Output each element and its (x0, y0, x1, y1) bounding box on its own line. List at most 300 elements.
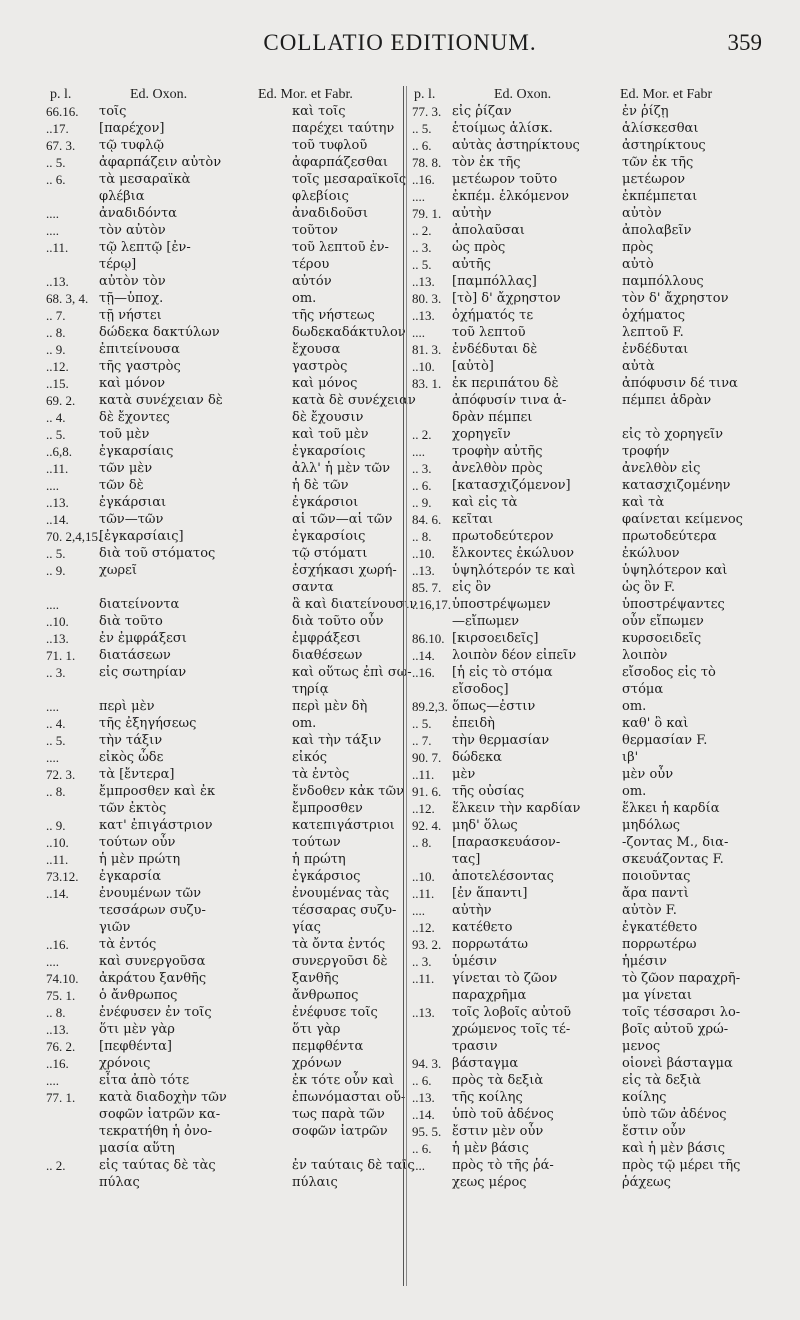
oxon-reading: ἐνέφυσεν ἐν τοῖς (99, 1005, 212, 1020)
ref: ..14. (46, 886, 69, 901)
collation-row (46, 1089, 406, 1106)
ref: .. 8. (46, 1005, 66, 1020)
collation-row (46, 358, 406, 375)
ref: .... (46, 699, 59, 714)
oxon-reading: τοῖς λοβοῖς αὐτοῦ (452, 1005, 572, 1020)
ref: 85. 7. (412, 580, 442, 595)
mor-fabr-reading: πρὸς τῷ μέρει τῆς (622, 1158, 741, 1173)
mor-fabr-reading: καὶ τοῖς (292, 104, 346, 119)
mor-fabr-reading: ῥάχεως (622, 1175, 671, 1190)
mor-fabr-reading: ἐγκάρσιος (292, 869, 361, 884)
mor-fabr-reading: ἐν ταύταις δὲ ταῖς (292, 1158, 415, 1173)
oxon-reading: τέρῳ] (99, 257, 137, 272)
mor-fabr-reading: δὲ ἔχουσιν (292, 410, 364, 425)
ref: 81. 3. (412, 342, 442, 357)
ref (412, 681, 452, 698)
mor-fabr-reading: τῷ στόματι (292, 546, 368, 561)
ref: ..13. (46, 495, 69, 510)
mor-fabr-reading: ξανθῆς (292, 971, 339, 986)
oxon-reading: πύλας (99, 1175, 140, 1190)
collation-row (46, 1004, 406, 1021)
oxon-reading: [παμπόλλας] (452, 274, 537, 289)
mor-fabr-reading: τοῦ λεπτοῦ ἐν- (292, 240, 389, 255)
ref: 84. 6. (412, 512, 442, 527)
mor-fabr-reading: κατὰ δὲ συνέχειαν (292, 393, 416, 408)
ref: ..10. (46, 835, 69, 850)
collation-row (46, 1123, 406, 1140)
ref: 75. 1. (46, 988, 76, 1003)
oxon-reading: [κατασχιζόμενον] (452, 478, 571, 493)
mor-fabr-reading: πορρωτέρω (622, 937, 697, 952)
mor-fabr-reading: ιβ' (622, 750, 639, 765)
mor-fabr-reading: βοῖς αὐτοῦ χρώ- (622, 1022, 729, 1037)
collation-row (412, 647, 782, 664)
mor-fabr-reading: ἐμφράξεσι (292, 631, 361, 646)
mor-fabr-reading: περὶ μὲν δὴ (292, 699, 368, 714)
collation-row (46, 919, 406, 936)
mor-fabr-reading: τως παρὰ τῶν (292, 1107, 385, 1122)
ref: .. 2. (46, 1158, 66, 1173)
oxon-reading (99, 681, 292, 698)
collation-row (412, 885, 782, 902)
mor-fabr-reading: καὶ τὴν τάξιν (292, 733, 382, 748)
ref: .. 3. (412, 954, 432, 969)
ref: ..14. (46, 512, 69, 527)
ref: ..13. (412, 563, 435, 578)
ref (412, 851, 452, 868)
collation-row (412, 715, 782, 732)
oxon-reading: τῇ νήστει (99, 308, 162, 323)
mor-fabr-reading: -ζοντας M., δια- (622, 835, 729, 850)
column-divider (403, 86, 404, 1286)
collation-row (412, 290, 782, 307)
mor-fabr-reading: ἀπολαβεῖν (622, 223, 692, 238)
mor-fabr-reading: διαθέσεων (292, 648, 363, 663)
ref (412, 1174, 452, 1191)
ref: ..10. (412, 359, 435, 374)
collation-row (412, 154, 782, 171)
ref: ..6,8. (46, 444, 72, 459)
ref: ..11. (46, 461, 69, 476)
ref: 78. 8. (412, 155, 442, 170)
mor-fabr-reading: ἐγκάρσιοι (292, 495, 359, 510)
oxon-reading: τας] (452, 852, 481, 867)
mor-fabr-reading: ἔχουσα (292, 342, 341, 357)
collation-row (412, 256, 782, 273)
collation-row (46, 579, 406, 596)
page-number: 359 (727, 30, 762, 55)
mor-fabr-reading: εἰς τὰ δεξιὰ (622, 1073, 701, 1088)
ref: .. 8. (46, 325, 66, 340)
ref (46, 1174, 99, 1191)
mor-fabr-reading (622, 409, 800, 426)
oxon-reading: τῶν δὲ (99, 478, 144, 493)
oxon-reading: χρόνοις (99, 1056, 151, 1071)
collation-row (412, 137, 782, 154)
ref: ..14. (412, 648, 435, 663)
collation-row (412, 1021, 782, 1038)
oxon-reading: ἀπόφυσίν τινα ἁ- (452, 393, 567, 408)
collation-row (46, 409, 406, 426)
mor-fabr-reading: θερμασίαν F. (622, 733, 708, 748)
oxon-reading: ὅπως—ἐστιν (452, 699, 536, 714)
oxon-reading: τὴν τάξιν (99, 733, 163, 748)
ref: 91. 6. (412, 784, 442, 799)
oxon-reading: ἕλκειν τὴν καρδίαν (452, 801, 581, 816)
mor-fabr-reading: ἐνδέδυται (622, 342, 689, 357)
oxon-reading: ἡ μὲν βάσις (452, 1141, 529, 1156)
collation-row (46, 171, 406, 188)
ref: 90. 7. (412, 750, 442, 765)
mor-fabr-reading: ἐγκαρσίοις (292, 444, 366, 459)
ref: ..11. (412, 886, 435, 901)
collation-row (412, 324, 782, 341)
left-header-page-line: p. l. (50, 87, 72, 102)
collation-row (46, 477, 406, 494)
collation-row (46, 375, 406, 392)
collation-row (412, 1140, 782, 1157)
ref (412, 392, 452, 409)
mor-fabr-reading: ἀναδιδοῦσι (292, 206, 368, 221)
mor-fabr-reading: τοῦ τυφλοῦ (292, 138, 368, 153)
collation-row (412, 528, 782, 545)
collation-row (46, 630, 406, 647)
ref (46, 919, 99, 936)
oxon-reading: ὁ ἄνθρωπος (99, 988, 178, 1003)
ref (46, 902, 99, 919)
ref: .... (412, 325, 425, 340)
collation-row (412, 273, 782, 290)
ref: 67. 3. (46, 138, 76, 153)
mor-fabr-reading: παμπόλλους (622, 274, 704, 289)
ref: 74.10. (46, 971, 79, 986)
mor-fabr-reading: ὑψηλότερον καὶ (622, 563, 728, 578)
collation-row (46, 953, 406, 970)
ref: .... (46, 750, 59, 765)
left-header-mor-fabr: Ed. Mor. et Fabr. (258, 87, 353, 102)
ref: ..13. (412, 274, 435, 289)
collation-row (46, 562, 406, 579)
oxon-reading: δώδεκα δακτύλων (99, 325, 220, 340)
oxon-reading: πρὸς τὸ τῆς ῥά- (452, 1158, 554, 1173)
ref: .... (412, 903, 425, 918)
oxon-reading: ἐνουμένων τῶν (99, 886, 202, 901)
oxon-reading: [τὸ] δ' ἄχρηστον (452, 291, 561, 306)
mor-fabr-reading: ὀχήματος (622, 308, 686, 323)
collation-row (412, 443, 782, 460)
oxon-reading: ἀποτελέσοντας (452, 869, 554, 884)
oxon-reading: ἐγκάρσιαι (99, 495, 167, 510)
mor-fabr-reading: ἔμπροσθεν (292, 801, 363, 816)
ref: .. 4. (46, 410, 66, 425)
oxon-reading: διὰ τοῦτο (99, 614, 163, 629)
right-rows (412, 103, 782, 1191)
mor-fabr-reading: ἄνθρωπος (292, 988, 359, 1003)
oxon-reading: [παρασκευάσον- (452, 835, 561, 850)
ref: 69. 2. (46, 393, 76, 408)
oxon-reading: αὐτὰς ἀστηρίκτους (452, 138, 580, 153)
collation-row (46, 256, 406, 273)
oxon-reading: [αὐτὸ] (452, 359, 494, 374)
ref: ..10. (46, 614, 69, 629)
oxon-reading: εἰς σωτηρίαν (99, 665, 187, 680)
mor-fabr-reading: πέμπει ἁδρὰν (622, 393, 712, 408)
ref (46, 800, 99, 817)
mor-fabr-reading: τηρίᾳ (292, 682, 329, 697)
collation-row (412, 205, 782, 222)
mor-fabr-reading: ἐκπέμπεται (622, 189, 698, 204)
mor-fabr-reading: γαστρὸς (292, 359, 348, 374)
oxon-reading: τεσσάρων συζυ- (99, 903, 206, 918)
ref: 89.2,3. (412, 699, 448, 714)
ref: 77. 3. (412, 104, 442, 119)
oxon-reading: μετέωρον τοῦτο (452, 172, 558, 187)
mor-fabr-reading: φλεβίοις (292, 189, 349, 204)
mor-fabr-reading: ἐνουμένας τὰς (292, 886, 390, 901)
oxon-reading: ὑψηλότερόν τε καὶ (452, 563, 576, 578)
ref: ..13. (412, 308, 435, 323)
mor-fabr-reading: ποιοῦντας (622, 869, 691, 884)
collation-row (412, 1004, 782, 1021)
collation-row (46, 137, 406, 154)
ref (412, 1021, 452, 1038)
collation-row (412, 970, 782, 987)
collation-row (46, 800, 406, 817)
mor-fabr-reading: μενος (622, 1039, 661, 1054)
collation-row (412, 766, 782, 783)
mor-fabr-reading: ὑποστρέψαντες (622, 597, 725, 612)
collation-row (46, 783, 406, 800)
ref: 80. 3. (412, 291, 442, 306)
oxon-reading: ἀφαρπάζειν αὐτὸν (99, 155, 222, 170)
oxon-reading: διατείνοντα (99, 597, 180, 612)
mor-fabr-reading: τῆς νήστεως (292, 308, 375, 323)
collation-row (412, 222, 782, 239)
oxon-reading: ἐπιτείνουσα (99, 342, 180, 357)
collation-row (46, 834, 406, 851)
oxon-reading: τοῖς (99, 104, 127, 119)
ref (46, 579, 99, 596)
collation-row (412, 987, 782, 1004)
oxon-reading: κατέθετο (452, 920, 513, 935)
oxon-reading: ὑποστρέψωμεν (452, 597, 551, 612)
mor-fabr-reading: χρόνων (292, 1056, 342, 1071)
mor-fabr-reading: ἐν ῥίζῃ (622, 104, 669, 119)
mor-fabr-reading: om. (292, 291, 317, 306)
mor-fabr-reading: μηδόλως (622, 818, 681, 833)
collation-row (46, 732, 406, 749)
collation-row (412, 477, 782, 494)
oxon-reading: δὲ ἔχοντες (99, 410, 170, 425)
oxon-reading: αὐτῆς (452, 257, 491, 272)
oxon-reading: ὡς πρὸς (452, 240, 506, 255)
ref: .. 2. (412, 427, 432, 442)
oxon-reading: ἔλκοντες ἐκώλυον (452, 546, 574, 561)
collation-row (46, 154, 406, 171)
collation-row (46, 443, 406, 460)
collation-row (412, 936, 782, 953)
ref: ..15. (46, 376, 69, 391)
mor-fabr-reading: κυρσοειδεῖς (622, 631, 702, 646)
collation-row (412, 511, 782, 528)
mor-fabr-reading: τέρου (292, 257, 330, 272)
oxon-reading: φλέβια (99, 189, 145, 204)
ref (46, 256, 99, 273)
ref: .... (46, 478, 59, 493)
collation-row (412, 783, 782, 800)
oxon-reading: τὰ μεσαραϊκὰ (99, 172, 191, 187)
mor-fabr-reading: κοίλης (622, 1090, 667, 1105)
mor-fabr-reading: κατεπιγάστριοι (292, 818, 395, 833)
ref: ..13. (46, 274, 69, 289)
mor-fabr-reading: παρέχει ταύτην (292, 121, 395, 136)
collation-row (412, 851, 782, 868)
mor-fabr-reading: ἀστηρίκτους (622, 138, 706, 153)
ref: .. 6. (412, 478, 432, 493)
collation-row (412, 1157, 782, 1174)
ref: .... (412, 444, 425, 459)
oxon-reading: εἰς ὃν (452, 580, 491, 595)
mor-fabr-reading: ἐσχήκασι χωρή- (292, 563, 397, 578)
left-rows (46, 103, 418, 1191)
ref: 73.12. (46, 869, 79, 884)
ref: .. 3. (412, 240, 432, 255)
mor-fabr-reading: ἔστιν οὖν (622, 1124, 686, 1139)
ref: .. 4. (46, 716, 66, 731)
oxon-reading: χωρεῖ (99, 563, 137, 578)
collation-row (46, 494, 406, 511)
oxon-reading: δρὰν πέμπει (452, 410, 533, 425)
ref: 86.10. (412, 631, 445, 646)
mor-fabr-reading: οὖν εἴπωμεν (622, 614, 704, 629)
mor-fabr-reading: πρωτοδεύτερα (622, 529, 717, 544)
oxon-reading: εἶτα ἀπὸ τότε (99, 1073, 190, 1088)
mor-fabr-reading: μα γίνεται (622, 988, 692, 1003)
collation-row (46, 749, 406, 766)
mor-fabr-reading: τὰ ὄντα ἐντός (292, 937, 386, 952)
oxon-reading: δώδεκα (452, 750, 502, 765)
ref: ..11. (412, 971, 435, 986)
mor-fabr-reading: φαίνεται κείμενος (622, 512, 743, 527)
collation-row (46, 222, 406, 239)
mor-fabr-reading: τῶν ἐκ τῆς (622, 155, 694, 170)
ref: .... (46, 597, 59, 612)
mor-fabr-reading: τοῖς μεσαραϊκοῖς (292, 172, 407, 187)
collation-row (46, 1157, 415, 1174)
oxon-reading: τρασιν (452, 1039, 498, 1054)
oxon-reading: τῷ τυφλῷ (99, 138, 164, 153)
mor-fabr-reading: σαντα (292, 580, 334, 595)
right-header-page-line: p. l. (414, 87, 436, 102)
collation-row (412, 426, 782, 443)
ref: 68. 3, 4. (46, 291, 89, 306)
mor-fabr-reading: ἀνελθὸν εἰς (622, 461, 701, 476)
oxon-reading: τῶν—τῶν (99, 512, 164, 527)
mor-fabr-reading: ἡ πρώτη (292, 852, 346, 867)
mor-fabr-reading: στόμα (622, 682, 664, 697)
collation-row (412, 545, 782, 562)
collation-row (412, 375, 782, 392)
ref: 95. 5. (412, 1124, 442, 1139)
collation-row (412, 1123, 782, 1140)
collation-row (46, 664, 412, 681)
oxon-reading: τὰ [ἔντερα] (99, 767, 175, 782)
ref: ..11. (412, 767, 435, 782)
oxon-reading: διὰ τοῦ στόματος (99, 546, 216, 561)
ref: .. 7. (412, 733, 432, 748)
collation-row (412, 800, 782, 817)
oxon-reading: τροφὴν αὐτῆς (452, 444, 543, 459)
mor-fabr-reading: om. (292, 716, 317, 731)
ref: .. 9. (46, 342, 66, 357)
collation-row (412, 409, 782, 426)
oxon-reading: τῇ—ὑποχ. (99, 291, 164, 306)
oxon-reading: τῶν ἐκτὸς (99, 801, 167, 816)
oxon-reading: ἐγκαρσίαις (99, 444, 174, 459)
mor-fabr-reading: μὲν οὖν (622, 767, 674, 782)
ref: .... (412, 189, 425, 204)
collation-row (412, 681, 782, 698)
mor-fabr-reading: ὅτι γὰρ (292, 1022, 341, 1037)
collation-row (46, 103, 406, 120)
mor-fabr-reading: λοιπὸν (622, 648, 668, 663)
mor-fabr-reading: εἰκός (292, 750, 328, 765)
ref: ..16. (412, 172, 435, 187)
oxon-reading: καὶ συνεργοῦσα (99, 954, 206, 969)
oxon-reading: ἀναδιδόντα (99, 206, 177, 221)
oxon-reading: σοφῶν ἰατρῶν κα- (99, 1107, 221, 1122)
mor-fabr-reading: om. (622, 699, 647, 714)
oxon-reading: μασία αὕτη (99, 1141, 175, 1156)
collation-row (46, 817, 406, 834)
collation-row (412, 341, 782, 358)
oxon-reading: τῶν μὲν (99, 461, 153, 476)
running-title: COLLATIO EDITIONUM. (263, 30, 537, 55)
oxon-reading: [ἡ εἰς τὸ στόμα (452, 665, 553, 680)
oxon-reading: τοῦ λεπτοῦ (452, 325, 526, 340)
mor-fabr-reading: πεμφθέντα (292, 1039, 364, 1054)
oxon-reading: ἐκπέμ. ἑλκόμενον (452, 189, 570, 204)
ref: .. 5. (46, 733, 66, 748)
oxon-reading: μηδ' ὅλως (452, 818, 518, 833)
ref: .. 5. (46, 155, 66, 170)
collation-row (412, 1174, 782, 1191)
oxon-reading: [ἐγκαρσίαις] (99, 529, 184, 544)
collation-row (46, 715, 406, 732)
mor-fabr-reading: ἡ δὲ τῶν (292, 478, 349, 493)
collation-row (46, 205, 406, 222)
collation-row (412, 953, 782, 970)
ref: .. 5. (46, 546, 66, 561)
collation-row (412, 392, 782, 409)
oxon-reading: γιῶν (99, 920, 131, 935)
collation-row (46, 698, 406, 715)
collation-row (46, 868, 406, 885)
ref: .. 7. (46, 308, 66, 323)
ref: ..16. (46, 937, 69, 952)
collation-row (46, 647, 406, 664)
oxon-reading: ἑτοίμως ἁλίσκ. (452, 121, 553, 136)
mor-fabr-reading: ἡμέσιν (622, 954, 667, 969)
oxon-reading: παραχρῆμα (452, 988, 527, 1003)
mor-fabr-reading: καὶ ἡ μὲν βάσις (622, 1141, 726, 1156)
collation-row (46, 1140, 406, 1157)
collation-row (46, 239, 406, 256)
ref: ..11. (46, 240, 69, 255)
oxon-reading: καὶ εἰς τὰ (452, 495, 518, 510)
collation-row (412, 307, 782, 324)
mor-fabr-reading: τούτων (292, 835, 341, 850)
